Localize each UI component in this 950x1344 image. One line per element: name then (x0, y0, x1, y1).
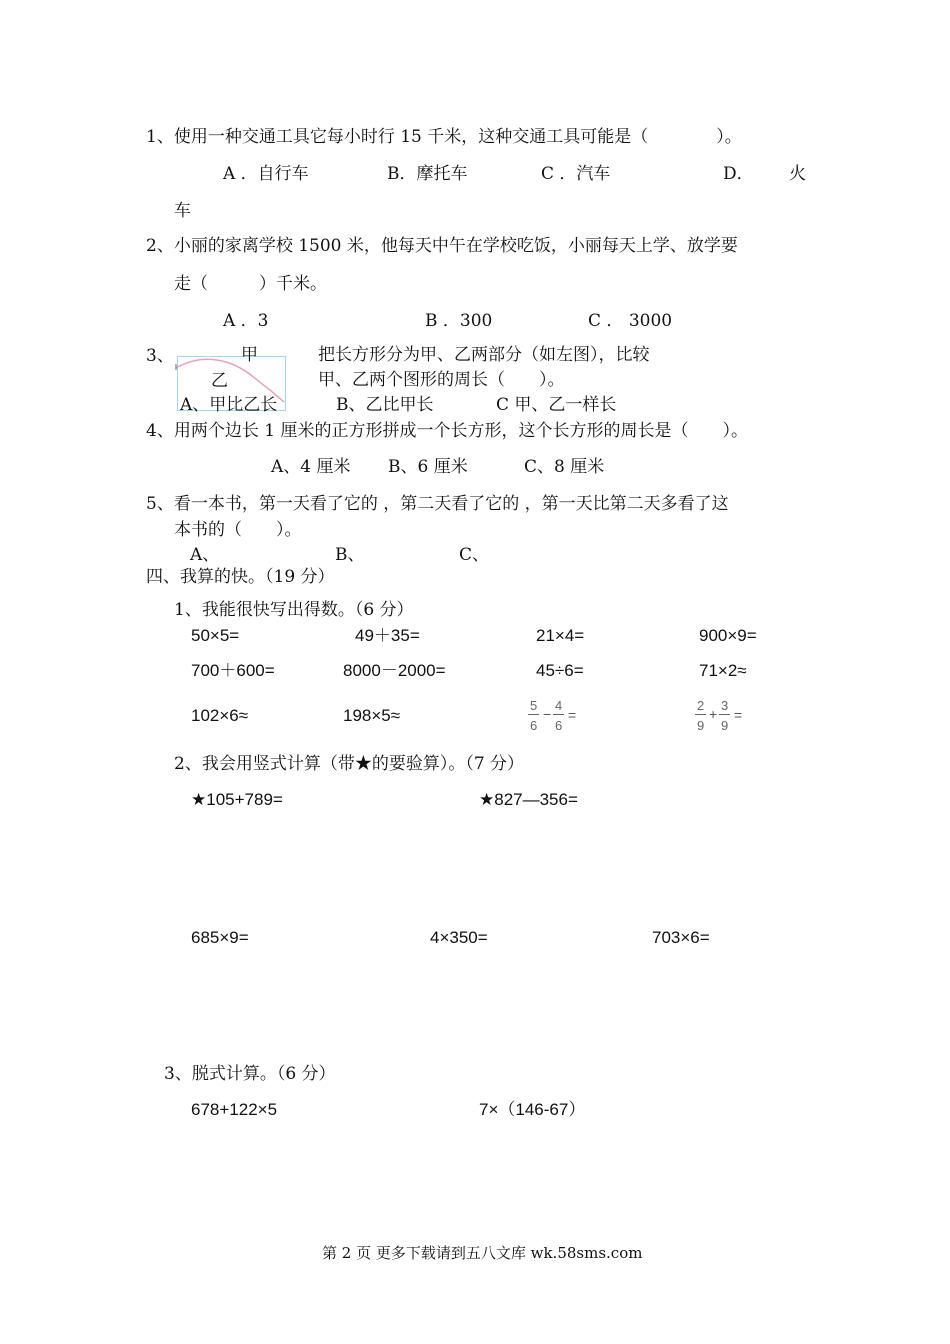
q1-option-c: C ．汽车 (541, 164, 611, 184)
fraction-numerator: 3 (721, 698, 729, 713)
q5-option-c: C、 (459, 545, 490, 565)
step-calc-item: 7×（146-67） (479, 1100, 586, 1119)
calc-item: 8000－2000= (343, 661, 446, 680)
calc-item: 50×5= (191, 626, 240, 645)
q3-line1: 把长方形分为甲、乙两部分（如左图），比较 (318, 345, 650, 365)
fraction (695, 699, 706, 732)
q4-option-a: A、4 厘米 (271, 457, 351, 477)
calc-item: 45÷6= (536, 661, 584, 680)
q4-text: 4、用两个边长 1 厘米的正方形拼成一个长方形，这个长方形的周长是（ ）。 (146, 421, 748, 441)
fraction-numerator: 5 (530, 698, 538, 713)
fraction-numerator: 2 (697, 698, 705, 713)
q5-line2: 本书的（ ）。 (174, 520, 302, 540)
q3-option-c: C 甲、乙一样长 (496, 395, 617, 415)
fraction-denominator: 9 (697, 718, 705, 733)
fraction-denominator: 6 (555, 718, 563, 733)
q2-option-c: C ． 3000 (588, 311, 673, 331)
vertical-calc-item: ★105+789= (191, 790, 283, 809)
q1-option-d: D． (723, 164, 754, 184)
q5-option-b: B、 (335, 545, 365, 565)
calc-item: 71×2≈ (699, 661, 747, 680)
vertical-calc-item: 703×6= (652, 928, 710, 947)
q3-option-a: A、甲比乙长 (180, 395, 278, 415)
q3-option-b: B、乙比甲长 (336, 395, 434, 415)
page-footer: 第 2 页 更多下载请到五八文库 wk.58sms.com (322, 1244, 643, 1262)
q1-option-d-part1: 火 (789, 164, 806, 184)
q3-number: 3、 (146, 346, 174, 366)
fraction-operator: − (543, 706, 552, 722)
part2-title: 2、我会用竖式计算（带★的要验算）。（7 分） (174, 754, 525, 774)
figure-label-yi: 乙 (211, 371, 228, 391)
calc-item: 21×4= (536, 626, 585, 645)
section4-title: 四、我算的快。（19 分） (146, 567, 335, 587)
vertical-calc-item: ★827—356= (479, 790, 578, 809)
vertical-calc-item: 4×350= (430, 928, 488, 947)
fraction (719, 699, 730, 732)
q1-option-a: A ．自行车 (223, 164, 309, 184)
fraction (553, 699, 564, 732)
q2-option-a: A ．3 (223, 311, 269, 331)
calc-item: 198×5≈ (343, 706, 401, 725)
q2-line1: 2、小丽的家离学校 1500 米，他每天中午在学校吃饭，小丽每天上学、放学要 (146, 236, 738, 256)
fraction-denominator: 6 (530, 718, 538, 733)
part1-title: 1、我能很快写出得数。（6 分） (174, 600, 414, 620)
fraction-operator: + (709, 706, 718, 722)
calc-item: 49＋35= (355, 626, 420, 645)
vertical-calc-item: 685×9= (191, 928, 249, 947)
part3-title: 3、脱式计算。（6 分） (164, 1064, 336, 1084)
fraction-equals: = (734, 707, 743, 723)
fraction-equals: = (568, 707, 577, 723)
calc-item: 700＋600= (191, 661, 275, 680)
q5-line1: 5、看一本书，第一天看了它的 ，第二天看了它的 ，第一天比第二天多看了这 (146, 494, 729, 514)
q5-option-a: A、 (190, 545, 220, 565)
calc-item: 102×6≈ (191, 706, 249, 725)
fraction (528, 699, 539, 732)
q2-option-b: B ．300 (425, 311, 493, 331)
q1-option-d-part2: 车 (174, 201, 191, 221)
step-calc-item: 678+122×5 (191, 1100, 278, 1119)
fraction-denominator: 9 (721, 718, 729, 733)
calc-item: 900×9= (699, 626, 757, 645)
q4-option-c: C、8 厘米 (524, 457, 605, 477)
q2-line2: 走（ ）千米。 (174, 274, 327, 294)
q3-line2: 甲、乙两个图形的周长（ ）。 (318, 370, 565, 390)
q1-text: 1、使用一种交通工具它每小时行 15 千米，这种交通工具可能是（ ）。 (146, 127, 742, 147)
figure-label-jia: 甲 (241, 345, 258, 365)
q4-option-b: B、6 厘米 (388, 457, 468, 477)
q1-option-b: B．摩托车 (387, 164, 468, 184)
fraction-numerator: 4 (555, 698, 563, 713)
